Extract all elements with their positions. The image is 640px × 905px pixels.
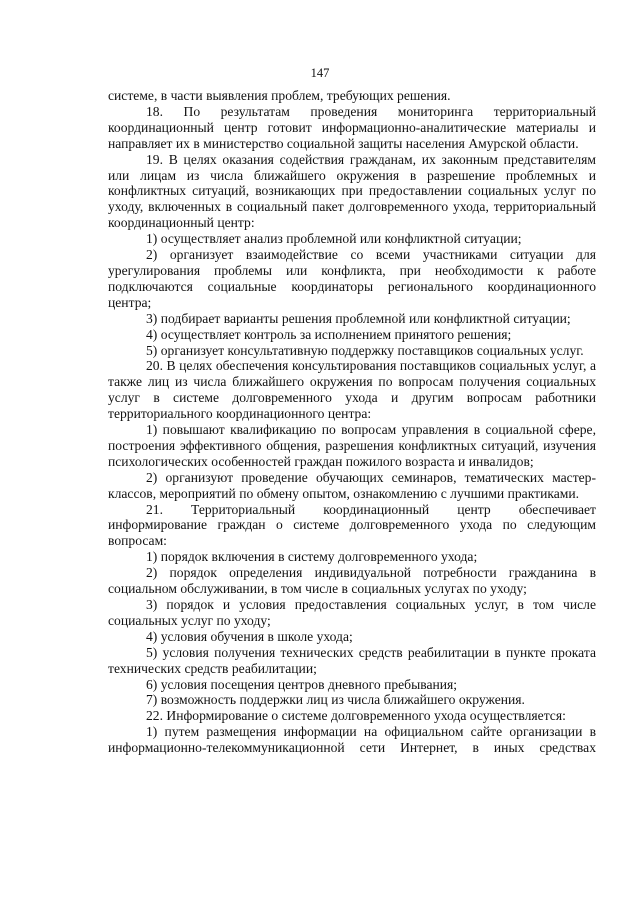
paragraph-19: 19. В целях оказания содействия гражданам, их законным представителям или лицам из числа ближайшего окружения в разрешение проблемных и конфликтных ситуаций, возникающих при предоставлении социальных услуг по уходу, включенных в социальный пакет долговременного ухода, территориальный координационный центр: xyxy=(108,151,596,231)
paragraph-20: 20. В целях обеспечения консультирования поставщиков социальных услуг, а также лиц из числа ближайшего окружения по вопросам получения социальных услуг в системе долговременного ухода и другим вопросам работники территориального координационного центра: xyxy=(108,358,596,422)
list-item-21-1: 1) порядок включения в систему долговременного ухода; xyxy=(146,549,478,565)
list-item-21-4: 4) условия обучения в школе ухода; xyxy=(146,628,353,644)
list-item-21-2: 2) порядок определения индивидуальной потребности гражданина в социальном обслуживании, в том числе в социальных услугах по уходу; xyxy=(108,565,596,597)
list-item-19-5: 5) организует консультативную поддержку поставщиков социальных услуг. xyxy=(146,342,584,358)
paragraph-continuation: системе, в части выявления проблем, требующих решения. xyxy=(108,88,451,103)
document-body xyxy=(108,88,596,756)
list-item-20-1: 1) повышают квалификацию по вопросам управления в социальной сфере, построения эффективного общения, разрешения конфликтных ситуаций, изучения психологических особенностей граждан пожилого возраста и инвалидов; xyxy=(108,422,596,469)
list-item-19-4: 4) осуществляет контроль за исполнением принятого решения; xyxy=(146,326,512,342)
list-item-19-3: 3) подбирает варианты решения проблемной или конфликтной ситуации; xyxy=(146,310,571,326)
list-item-21-7: 7) возможность поддержки лиц из числа ближайшего окружения. xyxy=(146,692,525,708)
list-item-20-2: 2) организуют проведение обучающих семинаров, тематических мастер-классов, мероприятий по обмену опытом, ознакомлению с лучшими практиками. xyxy=(108,469,596,501)
paragraph-18: 18. По результатам проведения мониторинга территориальный координационный центр готовит информационно-аналитические материалы и направляет их в министерство социальной защиты населения Амурской области. xyxy=(108,103,596,151)
page-number: 147 xyxy=(310,66,330,80)
list-item-21-6: 6) условия посещения центров дневного пребывания; xyxy=(146,676,458,692)
list-item-22-1: 1) путем размещения информации на официальном сайте организации в информационно-телекоммуникационной сети Интернет, в иных средствах xyxy=(108,724,596,756)
list-item-19-2: 2) организует взаимодействие со всеми участниками ситуации для урегулирования проблемы или конфликта, при необходимости к работе подключаются социальные координаторы регионального координационного центра; xyxy=(108,247,596,310)
paragraph-21: 21. Территориальный координационный центр обеспечивает информирование граждан о системе долговременного ухода по следующим вопросам: xyxy=(108,501,596,549)
list-item-21-5: 5) условия получения технических средств реабилитации в пункте проката технических средств реабилитации; xyxy=(108,644,596,676)
list-item-21-3: 3) порядок и условия предоставления социальных услуг, в том числе социальных услуг по уходу; xyxy=(108,597,596,628)
paragraph-22: 22. Информирование о системе долговременного ухода осуществляется: xyxy=(146,708,566,724)
list-item-19-1: 1) осуществляет анализ проблемной или конфликтной ситуации; xyxy=(146,231,522,247)
